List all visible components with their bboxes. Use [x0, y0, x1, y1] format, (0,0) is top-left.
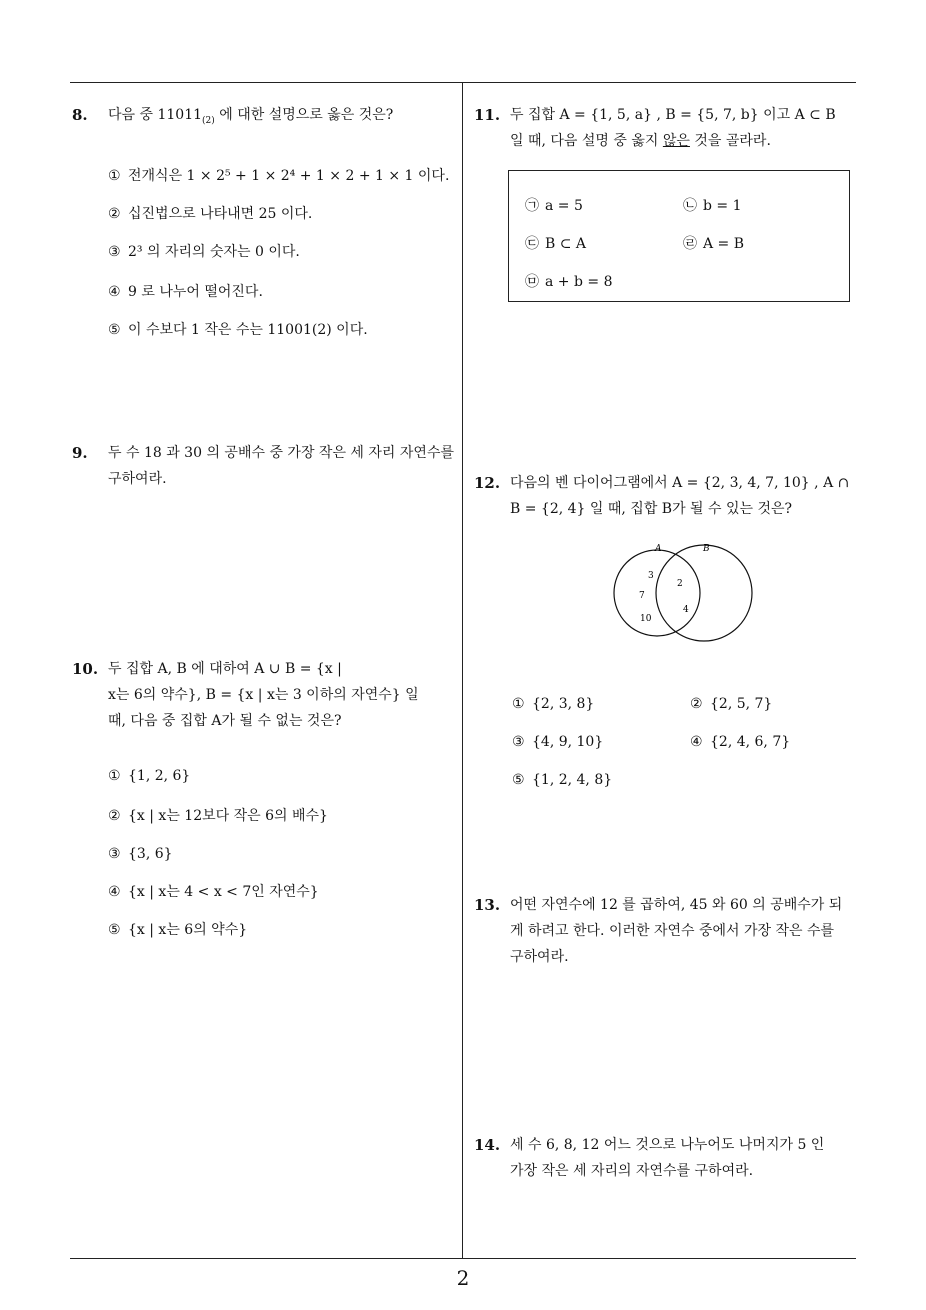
- question-text: [474, 1132, 860, 1184]
- a-only-element: 10: [640, 614, 652, 624]
- question-10: [72, 656, 456, 734]
- set-b-circle: [656, 545, 752, 641]
- question-11: [474, 102, 860, 154]
- option-mark: ①: [108, 168, 121, 184]
- option-text: {x | x는 6의 약수}: [128, 922, 248, 938]
- question-text-part: 에 대한 설명으로 옳은 것은?: [214, 107, 394, 123]
- option-mark: ④: [108, 284, 121, 300]
- question-text: 두 수 18 과 30 의 공배수 중 가장 작은 세 자리 자연수를 구하여라.: [108, 445, 454, 487]
- statement-mark: ㉠: [525, 198, 539, 214]
- question-line: 가장 작은 세 자리의 자연수를 구하여라.: [510, 1163, 754, 1179]
- venn-diagram: [605, 538, 765, 642]
- question-number: 9.: [72, 444, 88, 462]
- q8-option-3[interactable]: [108, 242, 300, 262]
- statement-2[interactable]: [683, 195, 742, 215]
- question-14: [474, 1132, 860, 1184]
- q8-option-5[interactable]: [108, 320, 368, 340]
- question-8: [72, 102, 452, 134]
- q8-option-4[interactable]: [108, 282, 263, 302]
- statement-box: [508, 170, 850, 302]
- question-number: 11.: [474, 106, 501, 124]
- question-9: [72, 440, 456, 492]
- option-mark: ③: [108, 244, 121, 260]
- option-text: {4, 9, 10}: [532, 734, 604, 750]
- option-mark: ③: [108, 846, 121, 862]
- question-text: [72, 656, 456, 734]
- statement-mark: ㉤: [525, 274, 539, 290]
- question-line: 때, 다음 중 집합 A가 될 수 없는 것은?: [108, 713, 342, 729]
- option-text: {1, 2, 6}: [128, 768, 191, 784]
- statement-4[interactable]: [683, 233, 744, 253]
- question-line: B = {2, 4} 일 때, 집합 B가 될 수 있는 것은?: [510, 501, 793, 517]
- set-a-label: A: [655, 544, 662, 554]
- question-number: 14.: [474, 1136, 501, 1154]
- option-text: {x | x는 12보다 작은 6의 배수}: [128, 808, 328, 824]
- question-line: 두 집합 A = {1, 5, a} , B = {5, 7, b} 이고 A ⊂ B: [510, 107, 836, 123]
- q12-option-5[interactable]: [512, 770, 612, 790]
- statement-5[interactable]: [525, 271, 612, 291]
- question-line: 게 하려고 한다. 이러한 자연수 중에서 가장 작은 수를: [510, 923, 835, 939]
- top-rule: [70, 82, 856, 83]
- option-text: 9 로 나누어 떨어진다.: [128, 284, 263, 300]
- bottom-rule: [70, 1258, 856, 1259]
- question-number: 10.: [72, 660, 99, 678]
- option-mark: ①: [108, 768, 121, 784]
- option-mark: ①: [512, 696, 525, 712]
- question-13: [474, 892, 860, 970]
- statement-mark: ㉢: [525, 236, 539, 252]
- question-number: 8.: [72, 106, 88, 124]
- question-text: [474, 470, 860, 522]
- question-line: 두 집합 A, B 에 대하여 A ∪ B = {x |: [108, 661, 342, 677]
- q10-option-5[interactable]: [108, 920, 247, 940]
- option-text: {1, 2, 4, 8}: [532, 772, 613, 788]
- question-text: [474, 102, 860, 154]
- underlined-word: 않은: [662, 133, 690, 149]
- statement-1[interactable]: [525, 195, 583, 215]
- question-text: [72, 102, 452, 134]
- option-mark: ④: [108, 884, 121, 900]
- q12-option-3[interactable]: [512, 732, 603, 752]
- option-mark: ④: [690, 734, 703, 750]
- question-text-part: 일 때, 다음 설명 중 옳지: [510, 133, 663, 149]
- base-subscript: (2): [202, 115, 215, 126]
- option-mark: ②: [108, 206, 121, 222]
- option-text: 전개식은 1 × 2⁵ + 1 × 2⁴ + 1 × 2 + 1 × 1 이다.: [128, 168, 450, 184]
- statement-text: b = 1: [703, 198, 742, 214]
- a-only-element: 3: [648, 571, 654, 581]
- set-b-label: B: [703, 544, 710, 554]
- q10-option-2[interactable]: [108, 806, 328, 826]
- option-text: 2³ 의 자리의 숫자는 0 이다.: [128, 244, 300, 260]
- question-line: [510, 128, 860, 154]
- statement-text: a + b = 8: [545, 274, 613, 290]
- q8-option-2[interactable]: [108, 204, 312, 224]
- option-text: {2, 5, 7}: [710, 696, 773, 712]
- question-line: 구하여라.: [510, 949, 569, 965]
- q10-option-1[interactable]: [108, 766, 190, 786]
- option-mark: ⑤: [108, 922, 121, 938]
- q10-option-3[interactable]: [108, 844, 173, 864]
- option-mark: ②: [690, 696, 703, 712]
- a-only-element: 7: [639, 591, 645, 601]
- intersection-element: 4: [683, 605, 689, 615]
- question-text-part: 다음 중 11011: [108, 107, 203, 123]
- option-text: {2, 3, 8}: [532, 696, 595, 712]
- question-line: 다음의 벤 다이어그램에서 A = {2, 3, 4, 7, 10} , A ∩: [510, 475, 850, 491]
- option-text: 십진법으로 나타내면 25 이다.: [128, 206, 313, 222]
- statement-text: B ⊂ A: [545, 236, 587, 252]
- option-mark: ②: [108, 808, 121, 824]
- question-12: [474, 470, 860, 522]
- option-text: {3, 6}: [128, 846, 173, 862]
- option-mark: ⑤: [512, 772, 525, 788]
- statement-text: A = B: [703, 236, 745, 252]
- statement-3[interactable]: [525, 233, 586, 253]
- question-text: [474, 892, 860, 970]
- set-a-circle: [614, 550, 700, 636]
- statement-text: a = 5: [545, 198, 583, 214]
- page-number: 2: [456, 1266, 470, 1290]
- q8-option-1[interactable]: [108, 166, 449, 186]
- question-line: x는 6의 약수}, B = {x | x는 3 이하의 자연수} 일: [108, 687, 419, 703]
- option-text: {x | x는 4 < x < 7인 자연수}: [128, 884, 319, 900]
- q10-option-4[interactable]: [108, 882, 319, 902]
- intersection-element: 2: [677, 579, 683, 589]
- question-number: 12.: [474, 474, 501, 492]
- q12-option-4[interactable]: [690, 732, 790, 752]
- question-text-part: 것을 골라라.: [689, 133, 771, 149]
- q12-option-1[interactable]: [512, 694, 594, 714]
- q12-option-2[interactable]: [690, 694, 772, 714]
- question-number: 13.: [474, 896, 501, 914]
- option-mark: ③: [512, 734, 525, 750]
- question-line: 세 수 6, 8, 12 어느 것으로 나누어도 나머지가 5 인: [510, 1137, 825, 1153]
- question-line: 어떤 자연수에 12 를 곱하여, 45 와 60 의 공배수가 되: [510, 897, 843, 913]
- option-text: {2, 4, 6, 7}: [710, 734, 791, 750]
- statement-mark: ㉡: [683, 198, 697, 214]
- statement-mark: ㉣: [683, 236, 697, 252]
- option-mark: ⑤: [108, 322, 121, 338]
- column-divider: [462, 82, 463, 1258]
- option-text: 이 수보다 1 작은 수는 11001(2) 이다.: [128, 322, 368, 338]
